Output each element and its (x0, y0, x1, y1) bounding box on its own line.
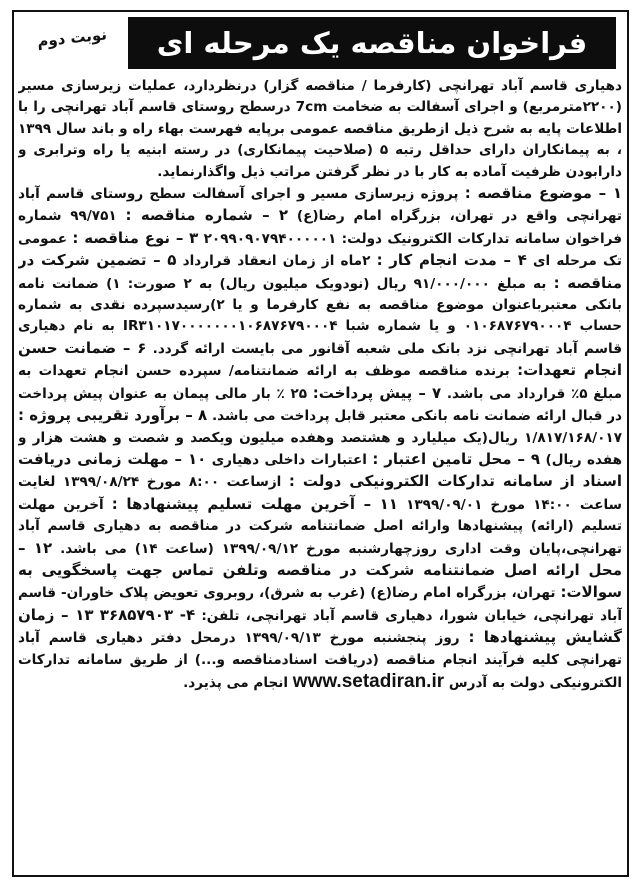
notice-body (18, 76, 622, 868)
item-1-heading: ۱ – موضوع مناقصه : (464, 184, 622, 203)
item-12-text: تهران، بزرگراه امام رضا(ع) (غرب به شرق)، روبروی تعویض پلاک خاوران- قاسم آباد تهرانچی، خیابان شورا، دهیاری قاسم آباد تهرانچی، تلفن: (18, 585, 622, 624)
item-11-heading: ۱۱ – آخرین مهلت تسلیم پیشنهادها : (111, 494, 398, 513)
item-9-text: اعتبارات داخلی دهیاری (211, 451, 367, 468)
item-8-heading: ۸ – برآورد تقریبی پروژه : (18, 406, 208, 425)
item-6-text: برنده مناقصه موظف به ارائه ضمانتنامه/ سپرده حسن انجام تعهدات به مبلغ ۵٪ قرارداد می باشد. (18, 363, 622, 402)
item-5-text: به مبلغ ۹۱/۰۰۰/۰۰۰ ریال (نودویک میلیون ریال) به ۲ صورت: ۱) ضمانت نامه بانکی معتبرباعنوان موضوع مناقصه به نفع کارفرما و یا ۲)رسیدسپرده نقدی به شماره حساب ۰۱۰۶۸۷۶۷۹۰۰۰۴ و یا شماره شبا IR۳۱۰۱۷۰۰۰۰۰۰۰۱۰۶۸۷۶۷۹۰۰۰۴ به نام دهیاری قاسم آباد تهرانچی نزد بانک ملی شعبه آقانور می بایست ارائه گردد. (18, 275, 622, 357)
item-6-heading: ۶ – ضمانت حسن انجام تعهدات: (18, 338, 622, 380)
item-5-heading: ۵ – تضمین شرکت در مناقصه : (18, 251, 622, 292)
item-10-heading: ۱۰ – مهلت زمانی دریافت اسناد از سامانه تدارکات الکترونیکی دولت : (18, 449, 622, 491)
item-10-text: ازساعت ۸:۰۰ مورخ ۱۳۹۹/۰۸/۲۴ لغایت ساعت ۱۴:۰۰ مورخ ۱۳۹۹/۰۹/۰۱ (18, 474, 622, 513)
item-3-heading: ۳ – نوع مناقصه : (72, 228, 199, 247)
item-7-text: ۲۵ ٪ بار مالی پیمان به عنوان پیش پرداخت در قبال ارائه ضمانت نامه بانکی معتبر قابل پرداخت می باشد. (18, 385, 622, 425)
item-2-heading: ۲ – شماره مناقصه : (125, 206, 289, 225)
contact-phone: ۴- ۳۶۸۵۷۹۰۳ (99, 605, 196, 624)
notice-title: فراخوان مناقصه یک مرحله ای (128, 17, 616, 69)
item-2-text: ۹۹/۷۵۱ شماره فراخوان سامانه تدارکات الکترونیک دولت: ۲۰۹۹۰۹۰۷۹۴۰۰۰۰۰۱ (18, 208, 622, 247)
website-link[interactable]: www.setadiran.ir (292, 670, 445, 692)
item-1-text: پروژه زیرسازی مسیر و اجرای آسفالت سطح روستای قاسم آباد تهرانچی واقع در تهران، بزرگراه امام رضا(ع) (18, 186, 622, 225)
edition-label: نوبت دوم (36, 25, 108, 51)
item-7-heading: ۷ – پیش پرداخت: (312, 383, 442, 402)
item-13-text: روز پنجشنبه مورخ ۱۳۹۹/۰۹/۱۳ درمحل دفتر دهیاری قاسم آباد تهرانچی کلیه فرآیند انجام مناقصه (دریافت اسنادمناقصه و...) از طریق سامانه تدارکات الکترونیکی دولت به آدرس (18, 630, 622, 691)
items-paragraph (18, 183, 622, 694)
closing-text: انجام می پذیرد. (183, 674, 289, 691)
item-12-heading: ۱۲ – محل ارائه اصل ضمانتنامه شرکت در مناقصه وتلفن تماس جهت پاسخگویی به سوالات: (18, 538, 622, 602)
item-4-text: ۲ماه از زمان انعقاد قرارداد (182, 253, 371, 270)
intro-text: دهیاری قاسم آباد تهرانچی (کارفرما / مناقصه گزار) درنظردارد، عملیات زیرسازی مسیر (۲۲۰۰مترمربع) و اجرای آسفالت به ضخامت 7cm درسطح روستای قاسم آباد تهرانچی را با اطلاعات پایه به شرح ذیل ازطریق مناقصه عمومی برپایه فهرست بهاء راه و باند سال ۱۳۹۹ ، به پیمانکاران دارای حداقل رتبه ۵ (صلاحیت پیمانکاری) در رسته ابنیه یا راه وترابری و دارابودن ظرفیت آماده به کار با در نظر گرفتن مراتب ذیل واگذارنماید. (18, 78, 622, 180)
item-13-heading: ۱۳ – زمان گشایش پیشنهادها : (18, 605, 622, 647)
item-9-heading: ۹ – محل تامین اعتبار : (372, 449, 541, 468)
intro-paragraph (18, 76, 622, 183)
item-8-text: ۱/۸۱۷/۱۶۸/۰۱۷ ریال(یک میلیارد و هشتصد وهفده میلیون ویکصد و شصت و هشت هزار و هفده ریال) (18, 429, 622, 468)
item-3-text: عمومی تک مرحله ای (18, 230, 622, 270)
item-11-text: آخرین مهلت تسلیم (ارائه) پیشنهادها وارائه اصل ضمانتنامه شرکت در مناقصه به دهیاری قاسم آباد تهرانچی،پایان وقت اداری روزچهارشنبه مورخ ۱۳۹۹/۰۹/۱۲ (ساعت ۱۴) می باشد. (18, 496, 622, 557)
item-4-heading: ۴ – مدت انجام کار : (376, 251, 527, 270)
